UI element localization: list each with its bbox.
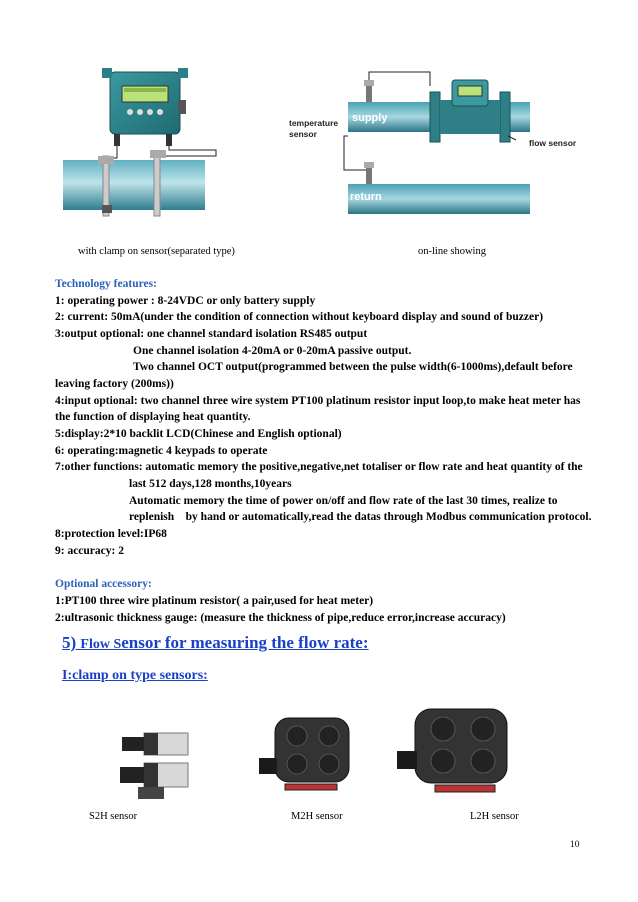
sensor-image-s2h: [108, 727, 198, 802]
diagram-clamp-on-separated: [58, 60, 248, 225]
sensor-image-m2h: [255, 712, 355, 802]
label-temperature: temperature: [289, 118, 339, 128]
optional-line-2: 2:ultrasonic thickness gauge: (measure the thickness of pipe,reduce error,increase accuracy): [55, 612, 506, 624]
caption-l2h: L2H sensor: [470, 811, 519, 822]
tech-line-3b: Two channel OCT output(programmed between the pulse width(6-1000ms),default before: [133, 361, 573, 373]
tech-line-8: 8:protection level:IP68: [55, 528, 167, 540]
clamp-on-illustration: [58, 60, 248, 225]
optional-line-1: 1:PT100 three wire platinum resistor( a pair,used for heat meter): [55, 595, 374, 607]
section-5-heading: [62, 633, 369, 653]
tech-line-7a: last 512 days,128 months,10years: [129, 478, 292, 490]
caption-m2h: M2H sensor: [291, 811, 343, 822]
tech-line-4: 4:input optional: two channel three wire system PT100 platinum resistor input loop,to make heat meter has: [55, 395, 581, 407]
tech-line-2: 2: current: 50mA(under the condition of connection without keyboard display and sound of buzzer): [55, 311, 544, 323]
l2h-sensor-illustration: [395, 703, 515, 803]
label-flow-sensor: flow sensor: [529, 138, 577, 148]
technology-heading: Technology features:: [55, 278, 157, 290]
caption-s2h: S2H sensor: [89, 811, 138, 822]
tech-line-7b: Automatic memory the time of power on/off and flow rate of the last 30 times, realize to: [129, 495, 558, 507]
tech-line-3a: One channel isolation 4-20mA or 0-20mA passive output.: [133, 345, 412, 357]
section-5-rest: ensor for measuring the flow rate:: [121, 633, 369, 652]
label-sensor: sensor: [289, 129, 317, 139]
label-supply: supply: [352, 112, 388, 124]
m2h-sensor-illustration: [255, 712, 355, 802]
section-5-prefix: 5): [62, 633, 81, 652]
tech-line-3c: leaving factory (200ms)): [55, 378, 174, 390]
caption-clamp-on: with clamp on sensor(separated type): [78, 246, 235, 257]
tech-line-5: 5:display:2*10 backlit LCD(Chinese and English optional): [55, 428, 342, 440]
sensor-image-l2h: [395, 703, 515, 803]
caption-online: on-line showing: [418, 246, 486, 257]
s2h-sensor-illustration: [108, 727, 198, 802]
tech-line-4a: the function of displaying heat quantity.: [55, 411, 251, 423]
optional-heading: Optional accessory:: [55, 578, 152, 590]
page-number: 10: [570, 840, 580, 850]
tech-line-3: 3:output optional: one channel standard isolation RS485 output: [55, 328, 368, 340]
label-return: return: [350, 191, 382, 203]
tech-line-9: 9: accuracy: 2: [55, 545, 124, 557]
clamp-section-title: I:clamp on type sensors:: [62, 668, 208, 683]
tech-line-6: 6: operating:magnetic 4 keypads to operate: [55, 445, 268, 457]
tech-line-7: 7:other functions: automatic memory the positive,negative,net totaliser or flow rate and heat quantity of the: [55, 461, 583, 473]
tech-line-7c: replenish by hand or automatically,read the datas through Modbus communication protocol.: [129, 511, 592, 523]
tech-line-1: 1: operating power : 8-24VDC or only battery supply: [55, 295, 316, 307]
section-5-flow: Flow S: [80, 637, 122, 652]
